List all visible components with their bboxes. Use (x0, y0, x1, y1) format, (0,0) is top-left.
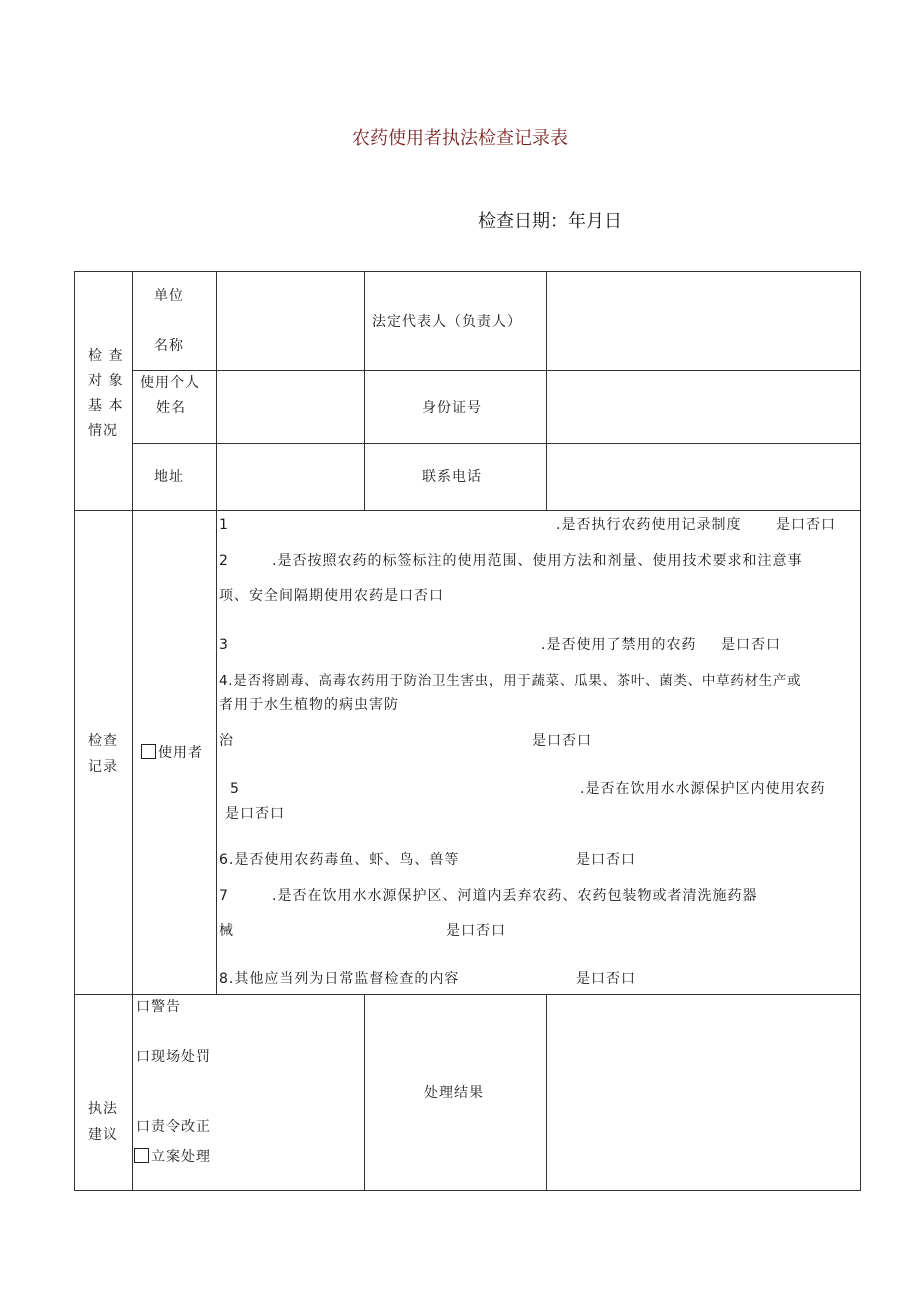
item-5-number: 5 (230, 781, 240, 797)
individual-name-label-2: 姓名 (156, 400, 186, 416)
section-basic-info-header-4: 情况 (88, 423, 118, 439)
item-3-text: .是否使用了禁用的农药 (541, 637, 697, 653)
unit-name-label-2: 名称 (154, 338, 184, 354)
item-3-yes-no[interactable]: 是口否口 (721, 637, 781, 653)
item-7-yes-no[interactable]: 是口否口 (446, 923, 506, 939)
option-order-correction[interactable]: 口责令改正 (136, 1119, 211, 1135)
option-file-case[interactable]: 立案处理 (134, 1148, 211, 1166)
checkbox-icon[interactable] (141, 744, 156, 759)
item-4-text-continued: 者用于水生植物的病虫害防 (219, 697, 399, 713)
item-3-number: 3 (219, 637, 229, 653)
address-label: 地址 (154, 469, 184, 485)
unit-name-label-1: 单位 (154, 288, 184, 304)
section-enforcement-header-1: 执法 (88, 1101, 118, 1117)
option-onsite-penalty[interactable]: 口现场处罚 (136, 1049, 211, 1065)
checkbox-icon[interactable] (134, 1148, 149, 1163)
document-title: 农药使用者执法检查记录表 (352, 128, 568, 149)
item-2-text-continued: 项、安全间隔期使用农药是口否口 (219, 588, 444, 604)
section-basic-info-header-3: 基 本 (88, 398, 124, 414)
id-number-label: 身份证号 (422, 400, 482, 416)
section-inspection-header-1: 检查 (88, 733, 118, 749)
section-enforcement-header-2: 建议 (88, 1127, 118, 1143)
section-basic-info-header-2: 对 象 (88, 373, 124, 389)
item-4-yes-no[interactable]: 是口否口 (532, 733, 592, 749)
option-warning[interactable]: 口警告 (136, 999, 181, 1015)
item-7-text-continued: 械 (219, 923, 234, 939)
item-8-yes-no[interactable]: 是口否口 (576, 971, 636, 987)
phone-label: 联系电话 (422, 469, 482, 485)
item-2-number: 2 (219, 553, 229, 569)
section-inspection-header-2: 记录 (88, 759, 118, 775)
legal-representative-label: 法定代表人（负责人） (372, 314, 522, 330)
section-basic-info-header-1: 检 查 (88, 348, 124, 364)
item-7-number: 7 (219, 888, 229, 904)
inspection-date-label: 检查日期：年月日 (478, 211, 622, 232)
item-4-text: 4.是否将剧毒、高毒农药用于防治卫生害虫，用于蔬菜、瓜果、茶叶、菌类、中草药材生产或 (219, 673, 802, 689)
item-1-number: 1 (219, 517, 229, 533)
item-2-text: .是否按照农药的标签标注的使用范围、使用方法和剂量、使用技术要求和注意事 (272, 553, 803, 569)
item-5-yes-no[interactable]: 是口否口 (225, 806, 285, 822)
item-7-text: .是否在饮用水水源保护区、河道内丢弃农药、农药包装物或者清洗施药器 (272, 888, 758, 904)
item-1-text: .是否执行农药使用记录制度 (556, 517, 742, 533)
item-6-yes-no[interactable]: 是口否口 (576, 852, 636, 868)
item-5-text: .是否在饮用水水源保护区内使用农药 (580, 781, 826, 797)
individual-name-label-1: 使用个人 (140, 375, 200, 391)
item-4-text-end: 治 (219, 733, 234, 749)
item-6-text: 6.是否使用农药毒鱼、虾、鸟、兽等 (219, 852, 460, 868)
user-checkbox-label[interactable]: 使用者 (141, 744, 203, 762)
processing-result-label: 处理结果 (424, 1085, 484, 1101)
item-8-text: 8.其他应当列为日常监督检查的内容 (219, 971, 460, 987)
item-1-yes-no[interactable]: 是口否口 (776, 517, 836, 533)
